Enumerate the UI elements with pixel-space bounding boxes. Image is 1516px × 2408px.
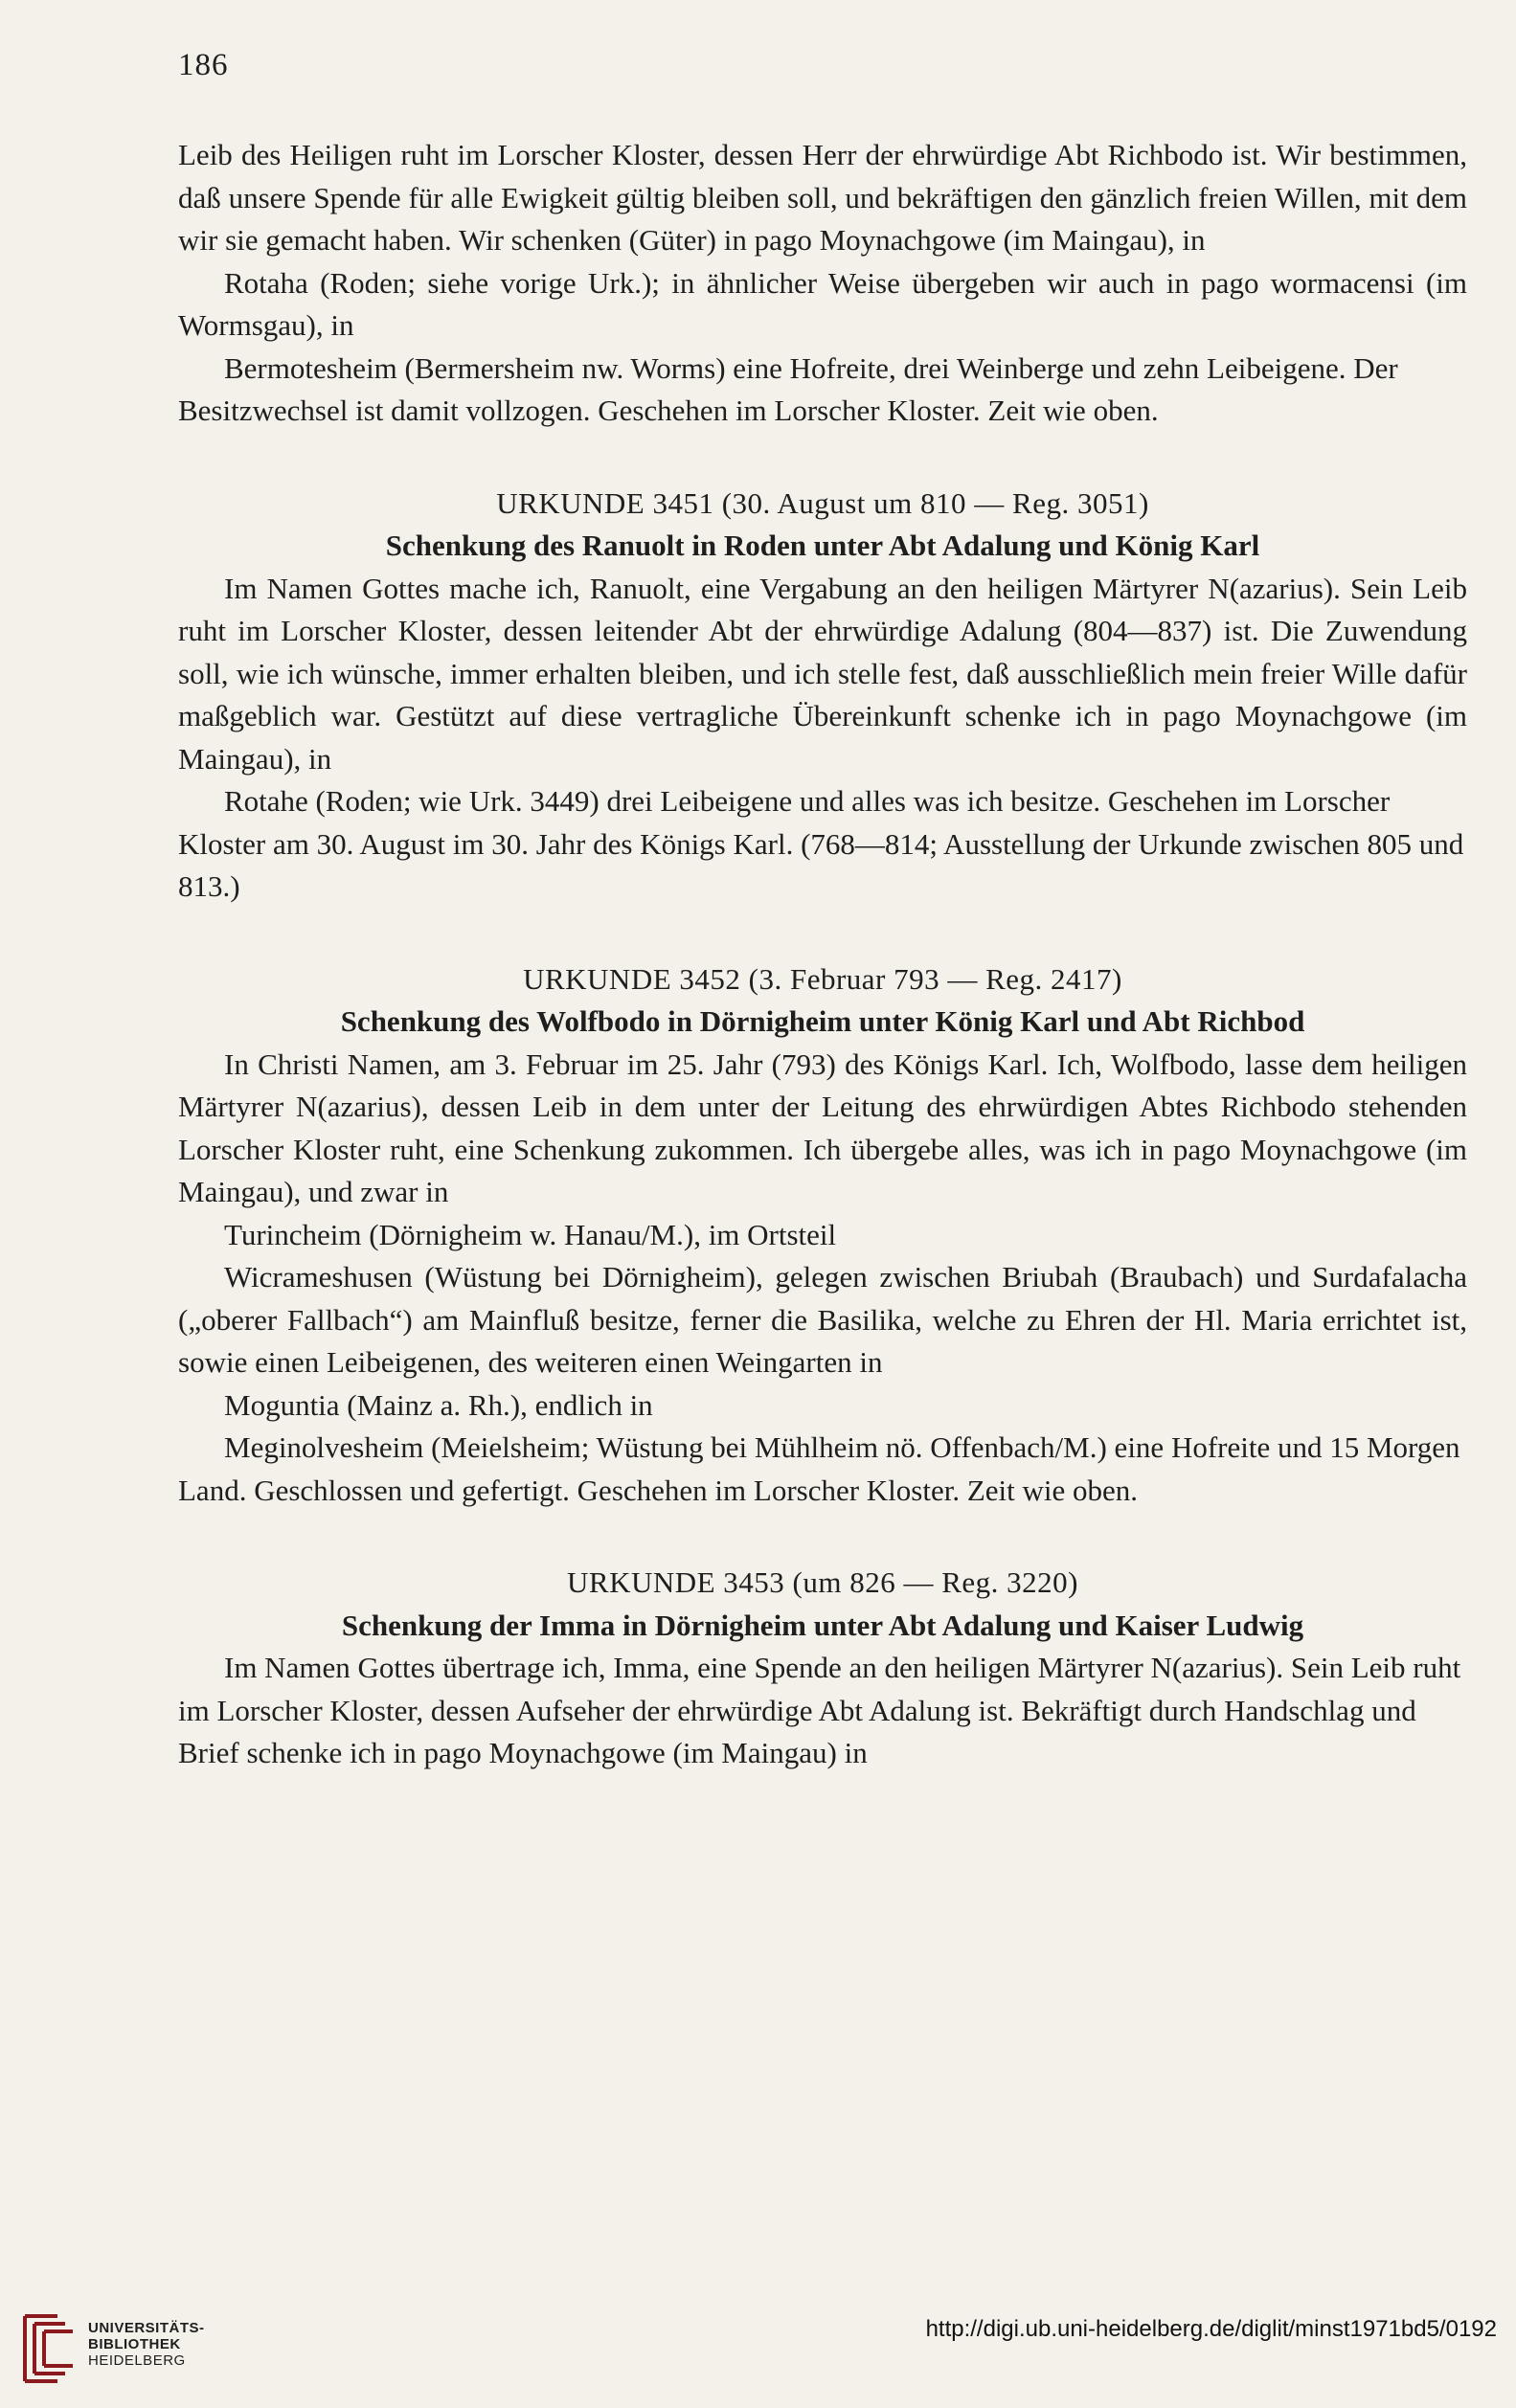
library-name-line: UNIVERSITÄTS- xyxy=(88,2320,205,2336)
page-number: 186 xyxy=(178,48,229,82)
paragraph: Im Namen Gottes übertrage ich, Imma, eine Spende an den heiligen Märtyrer N(azarius). Sein Leib ruht im Lorscher Kloster, dessen Aufseher der ehrwürdige Abt Adalung ist. Bekräftigt durch Handschlag und Brief schenke ich in pago Moynachgowe (im Maingau) in xyxy=(178,1651,1461,1769)
charter-heading-3453: URKUNDE 3453 (um 826 — Reg. 3220) xyxy=(567,1565,1078,1599)
paragraph: Turincheim (Dörnigheim w. Hanau/M.), im Ortsteil xyxy=(224,1217,837,1251)
paragraph: Leib des Heiligen ruht im Lorscher Kloster, dessen Herr der ehrwürdige Abt Richbodo ist. Wir bestimmen, daß unsere Spende für alle Ewigkeit gültig bleiben soll, und bekräftigen den gänzlich freien Willen, mit dem wir sie gemacht haben. Wir schenken (Güter) in pago Moynachgowe (im Maingau), in xyxy=(178,138,1467,257)
library-logo-icon xyxy=(19,2310,77,2387)
paragraph: Moguntia (Mainz a. Rh.), endlich in xyxy=(224,1387,653,1422)
charter-subheading-3451: Schenkung des Ranuolt in Roden unter Abt Adalung und König Karl xyxy=(385,529,1260,562)
charter-subheading-3452: Schenkung des Wolfbodo in Dörnigheim unter König Karl und Abt Richbod xyxy=(340,1004,1305,1038)
paragraph: Meginolvesheim (Meielsheim; Wüstung bei Mühlheim nö. Offenbach/M.) eine Hofreite und 15 Morgen Land. Geschlossen und gefertigt. Geschehen im Lorscher Kloster. Zeit wie oben. xyxy=(178,1430,1460,1507)
footer xyxy=(0,2293,1516,2408)
document-body xyxy=(178,134,1467,1775)
paragraph: Bermotesheim (Bermersheim nw. Worms) eine Hofreite, drei Weinberge und zehn Leibeigene. Der Besitzwechsel ist damit vollzogen. Geschehen im Lorscher Kloster. Zeit wie oben. xyxy=(178,350,1398,427)
paragraph: Wicrameshusen (Wüstung bei Dörnigheim), gelegen zwischen Briubah (Braubach) und Surdafalacha („oberer Fallbach“) am Mainfluß besitze, ferner die Basilika, welche zu Ehren der Hl. Maria errichtet ist, sowie einen Leibeigenen, des weiteren einen Weingarten in xyxy=(178,1260,1467,1379)
paragraph: Rotaha (Roden; siehe vorige Urk.); in ähnlicher Weise übergeben wir auch in pago wormacensi (im Wormsgau), in xyxy=(178,265,1467,342)
charter-subheading-3453: Schenkung der Imma in Dörnigheim unter Abt Adalung und Kaiser Ludwig xyxy=(341,1608,1304,1642)
library-name xyxy=(88,2320,205,2369)
paragraph: Im Namen Gottes mache ich, Ranuolt, eine Vergabung an den heiligen Märtyrer N(azarius). Sein Leib ruht im Lorscher Kloster, dessen leitender Abt der ehrwürdige Adalung (804—837) ist. Die Zuwendung soll, wie ich wünsche, immer erhalten bleiben, und ich stelle fest, daß ausschließlich mein freier Wille dafür maßgeblich war. Gestützt auf diese vertragliche Übereinkunft schenke ich in pago Moynachgowe (im Maingau), in xyxy=(178,571,1467,776)
charter-heading-3451: URKUNDE 3451 (30. August um 810 — Reg. 3051) xyxy=(496,485,1149,520)
source-url[interactable]: http://digi.ub.uni-heidelberg.de/diglit/minst1971bd5/0192 xyxy=(925,2316,1497,2342)
paragraph: Rotahe (Roden; wie Urk. 3449) drei Leibeigene und alles was ich besitze. Geschehen im Lorscher Kloster am 30. August im 30. Jahr des Königs Karl. (768—814; Ausstellung der Urkunde zwischen 805 und 813.) xyxy=(178,784,1464,903)
paragraph: In Christi Namen, am 3. Februar im 25. Jahr (793) des Königs Karl. Ich, Wolfbodo, lasse dem heiligen Märtyrer N(azarius), dessen Leib in dem unter der Leitung des ehrwürdigen Abtes Richbodo stehenden Lorscher Kloster ruht, eine Schenkung zukommen. Ich übergebe alles, was ich in pago Moynachgowe (im Maingau), und zwar in xyxy=(178,1046,1467,1208)
library-name-line: BIBLIOTHEK xyxy=(88,2336,181,2352)
charter-heading-3452: URKUNDE 3452 (3. Februar 793 — Reg. 2417) xyxy=(523,961,1122,996)
library-name-line: HEIDELBERG xyxy=(88,2352,186,2369)
